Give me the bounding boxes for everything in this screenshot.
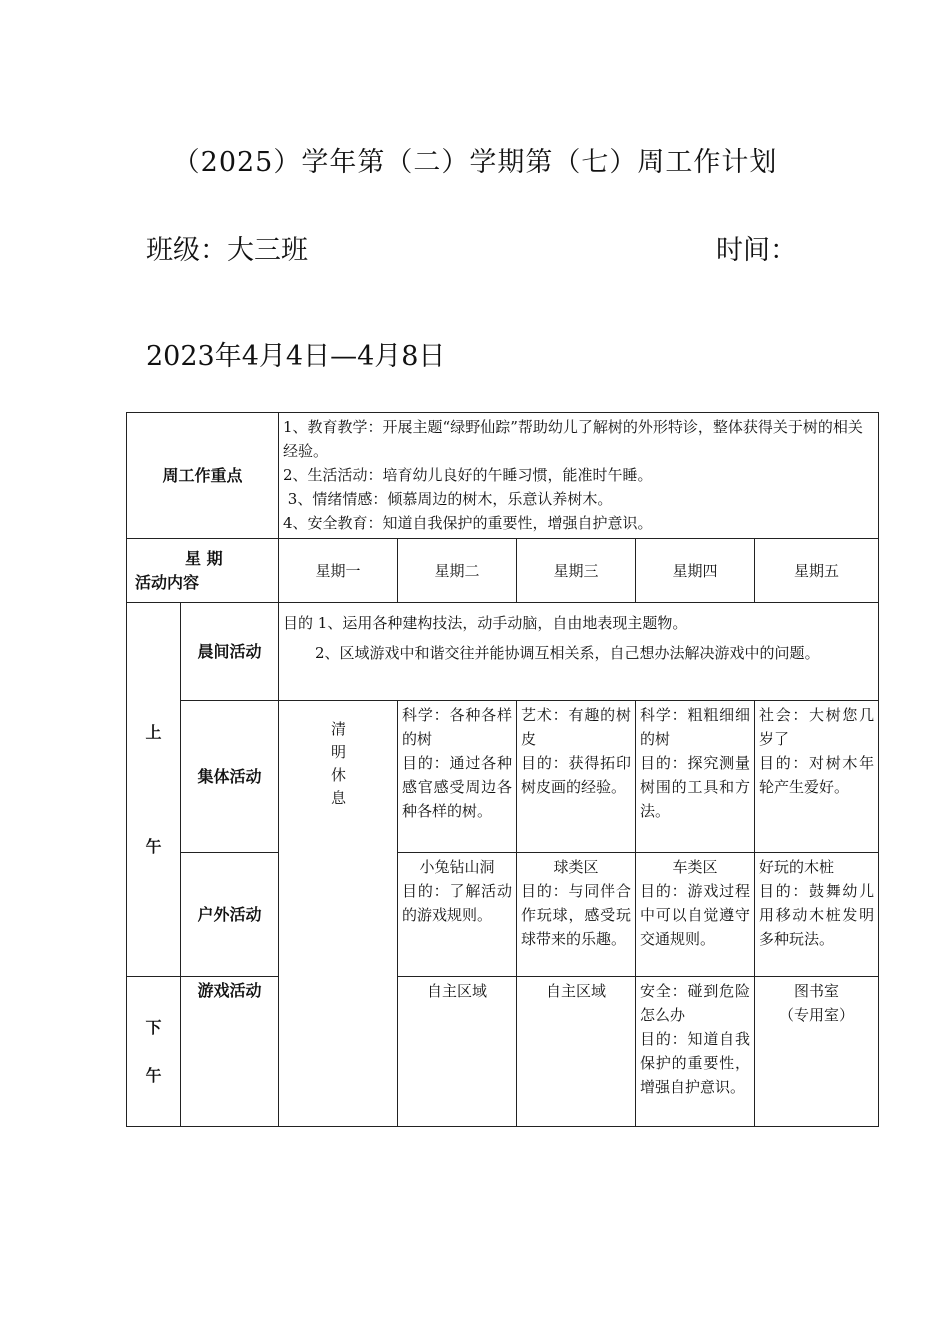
day-thursday: 星期四 <box>636 539 755 603</box>
day-monday: 星期一 <box>279 539 398 603</box>
game-activity-fri <box>755 977 879 1127</box>
holiday-text: 清明休息 <box>329 721 348 813</box>
corner-header <box>127 539 279 603</box>
game-activity-tue: 自主区域 <box>398 977 517 1127</box>
focus-item: 1、教育教学：开展主题“绿野仙踪”帮助幼儿了解树的外形特诊，整体获得关于树的相关经验。 <box>283 418 863 460</box>
morning-activity-line2: 2、区域游戏中和谐交往并能协调互相关系，自己想办法解决游戏中的问题。 <box>315 644 820 662</box>
page-title: （2025）学年第（二）学期第（七）周工作计划 <box>172 147 778 178</box>
outdoor-tue-body: 目的：了解活动的游戏规则。 <box>402 882 513 924</box>
focus-item: 4、安全教育：知道自我保护的重要性，增强自护意识。 <box>283 514 653 532</box>
game-fri-title: 图书室 <box>794 982 840 1000</box>
day-wednesday: 星期三 <box>517 539 636 603</box>
focus-row <box>127 413 879 539</box>
game-activity-row <box>127 977 879 1127</box>
outdoor-activity-label: 户外活动 <box>181 853 279 977</box>
game-activity-label: 游戏活动 <box>181 977 279 1127</box>
outdoor-fri-body: 目的：鼓舞幼儿用移动木桩发明多种玩法。 <box>759 882 875 948</box>
game-activity-thu: 安全：碰到危险怎么办 目的：知道自我保护的重要性，增强自护意识。 <box>636 977 755 1127</box>
focus-item: 3、情绪情感：倾慕周边的树木，乐意认养树木。 <box>283 490 613 508</box>
outdoor-wed-body: 目的：与同伴合作玩球，感受玩球带来的乐趣。 <box>521 882 632 948</box>
outdoor-thu-title: 车类区 <box>672 858 718 876</box>
monday-holiday <box>279 701 398 1127</box>
focus-header: 周工作重点 <box>127 413 279 539</box>
group-activity-label: 集体活动 <box>181 701 279 853</box>
group-activity-thu: 科学：粗粗细细的树 目的：探究测量树围的工具和方法。 <box>636 701 755 853</box>
outdoor-activity-thu <box>636 853 755 977</box>
morning-activity-label: 晨间活动 <box>181 603 279 701</box>
group-activity-wed: 艺术：有趣的树皮 目的：获得拓印树皮画的经验。 <box>517 701 636 853</box>
outdoor-wed-title: 球类区 <box>553 858 599 876</box>
game-activity-wed: 自主区域 <box>517 977 636 1127</box>
morning-activity-line1: 目的 1、运用各种建构技法，动手动脑，自由地表现主题物。 <box>283 614 688 632</box>
class-label: 班级：大三班 <box>146 235 308 266</box>
morning-label-top: 上 <box>145 722 162 742</box>
day-tuesday: 星期二 <box>398 539 517 603</box>
outdoor-activity-wed <box>517 853 636 977</box>
morning-label-bottom: 午 <box>145 836 162 856</box>
group-activity-tue: 科学：各种各样的树 目的：通过各种感官感受周边各种各样的树。 <box>398 701 517 853</box>
outdoor-fri-title: 好玩的木桩 <box>759 858 835 876</box>
focus-content <box>279 413 879 539</box>
morning-label <box>127 603 181 977</box>
outdoor-activity-fri <box>755 853 879 977</box>
morning-activity-content <box>279 603 879 701</box>
outdoor-tue-title: 小兔钻山洞 <box>419 858 495 876</box>
weekly-plan-table <box>126 412 879 1127</box>
afternoon-label <box>127 977 181 1127</box>
corner-bottom: 活动内容 <box>135 572 200 592</box>
outdoor-activity-row <box>127 853 879 977</box>
date-range: 2023年4月4日—4月8日 <box>146 341 446 372</box>
day-friday: 星期五 <box>755 539 879 603</box>
morning-activity-row <box>127 603 879 701</box>
group-activity-row <box>127 701 879 853</box>
time-label: 时间： <box>716 235 797 266</box>
outdoor-thu-body: 目的：游戏过程中可以自觉遵守交通规则。 <box>640 882 751 948</box>
afternoon-label-bottom: 午 <box>145 1065 162 1085</box>
day-header-row <box>127 539 879 603</box>
afternoon-label-top: 下 <box>145 1017 162 1037</box>
outdoor-activity-tue <box>398 853 517 977</box>
focus-item: 2、生活活动：培育幼儿良好的午睡习惯，能准时午睡。 <box>283 466 653 484</box>
group-activity-fri: 社会：大树您几岁了 目的：对树木年轮产生爱好。 <box>755 701 879 853</box>
game-fri-sub: （专用室） <box>779 1006 855 1024</box>
corner-top: 星 期 <box>185 548 223 568</box>
